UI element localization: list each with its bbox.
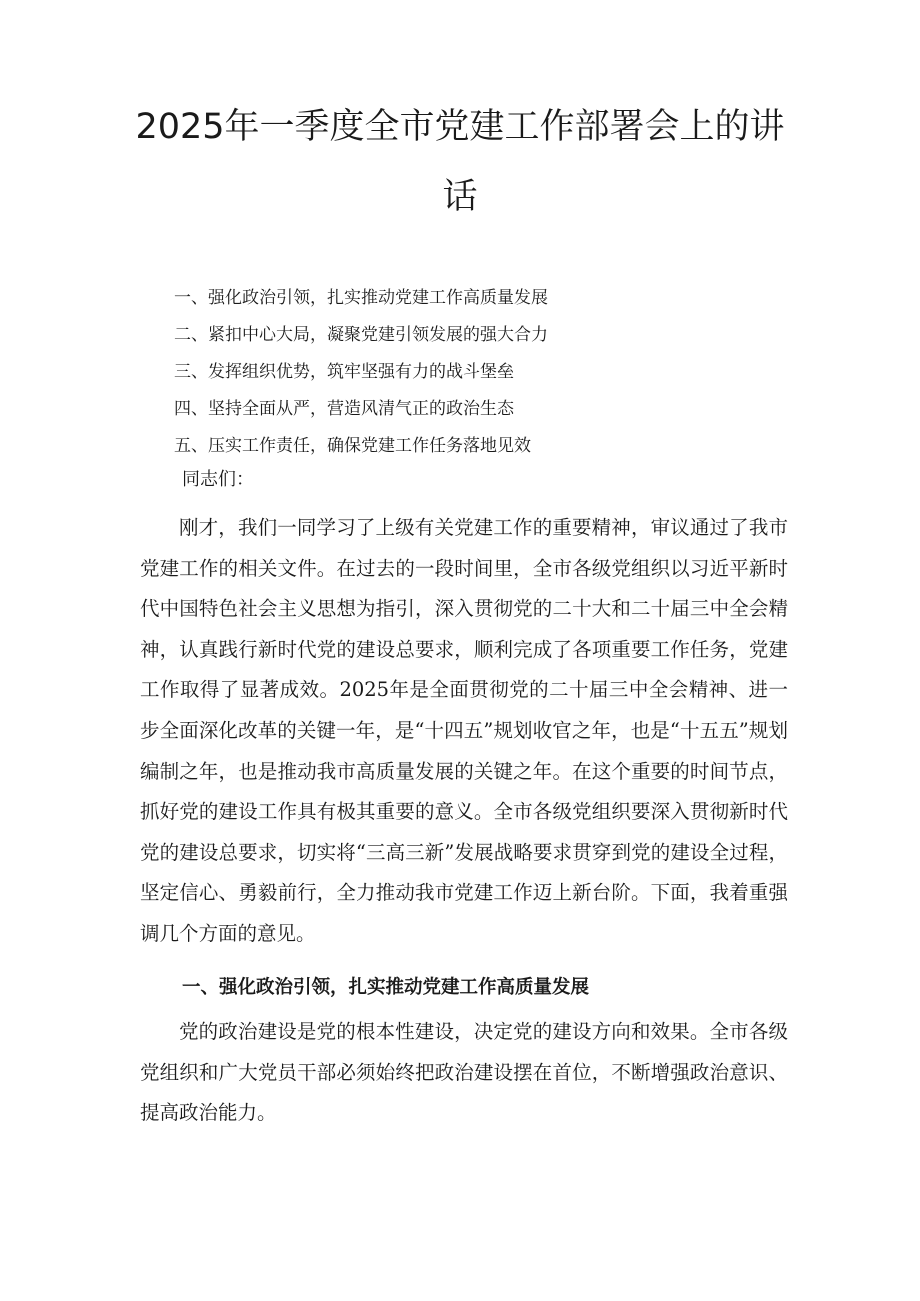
toc-item: 五、压实工作责任，确保党建工作任务落地见效 <box>174 436 531 456</box>
toc-item: 二、紧扣中心大局，凝聚党建引领发展的强大合力 <box>174 325 548 345</box>
document-title: 2025年一季度全市党建工作部署会上的讲话 <box>135 107 785 217</box>
table-of-contents <box>174 280 548 465</box>
toc-item: 三、发挥组织优势，筑牢坚强有力的战斗堡垒 <box>174 362 514 382</box>
toc-item: 一、强化政治引领，扎实推动党建工作高质量发展 <box>174 288 548 308</box>
section-paragraph: 党的政治建设是党的根本性建设，决定党的建设方向和效果。全市各级党组织和广大党员干部必须始终把政治建设摆在首位，不断增强政治意识、提高政治能力。 <box>140 1020 788 1125</box>
salutation: 同志们： <box>182 469 254 490</box>
opening-paragraph: 刚才，我们一同学习了上级有关党建工作的重要精神，审议通过了我市党建工作的相关文件。在过去的一段时间里，全市各级党组织以习近平新时代中国特色社会主义思想为指引，深入贯彻党的二十大和二十届三中全会精神，认真践行新时代党的建设总要求，顺利完成了各项重要工作任务，党建工作取得了显著成效。2025年是全面贯彻党的二十届三中全会精神、进一步全面深化改革的关键一年，是“十四五”规划收官之年，也是“十五五”规划编制之年，也是推动我市高质量发展的关键之年。在这个重要的时间节点，抓好党的建设工作具有极其重要的意义。全市各级党组织要深入贯彻新时代党的建设总要求，切实将“三高三新”发展战略要求贯穿到党的建设全过程，坚定信心、勇毅前行，全力推动我市党建工作迈上新台阶。下面，我着重强调几个方面的意见。 <box>140 516 788 945</box>
section-heading: 一、强化政治引领，扎实推动党建工作高质量发展 <box>182 977 590 998</box>
toc-item: 四、坚持全面从严，营造风清气正的政治生态 <box>174 399 514 419</box>
